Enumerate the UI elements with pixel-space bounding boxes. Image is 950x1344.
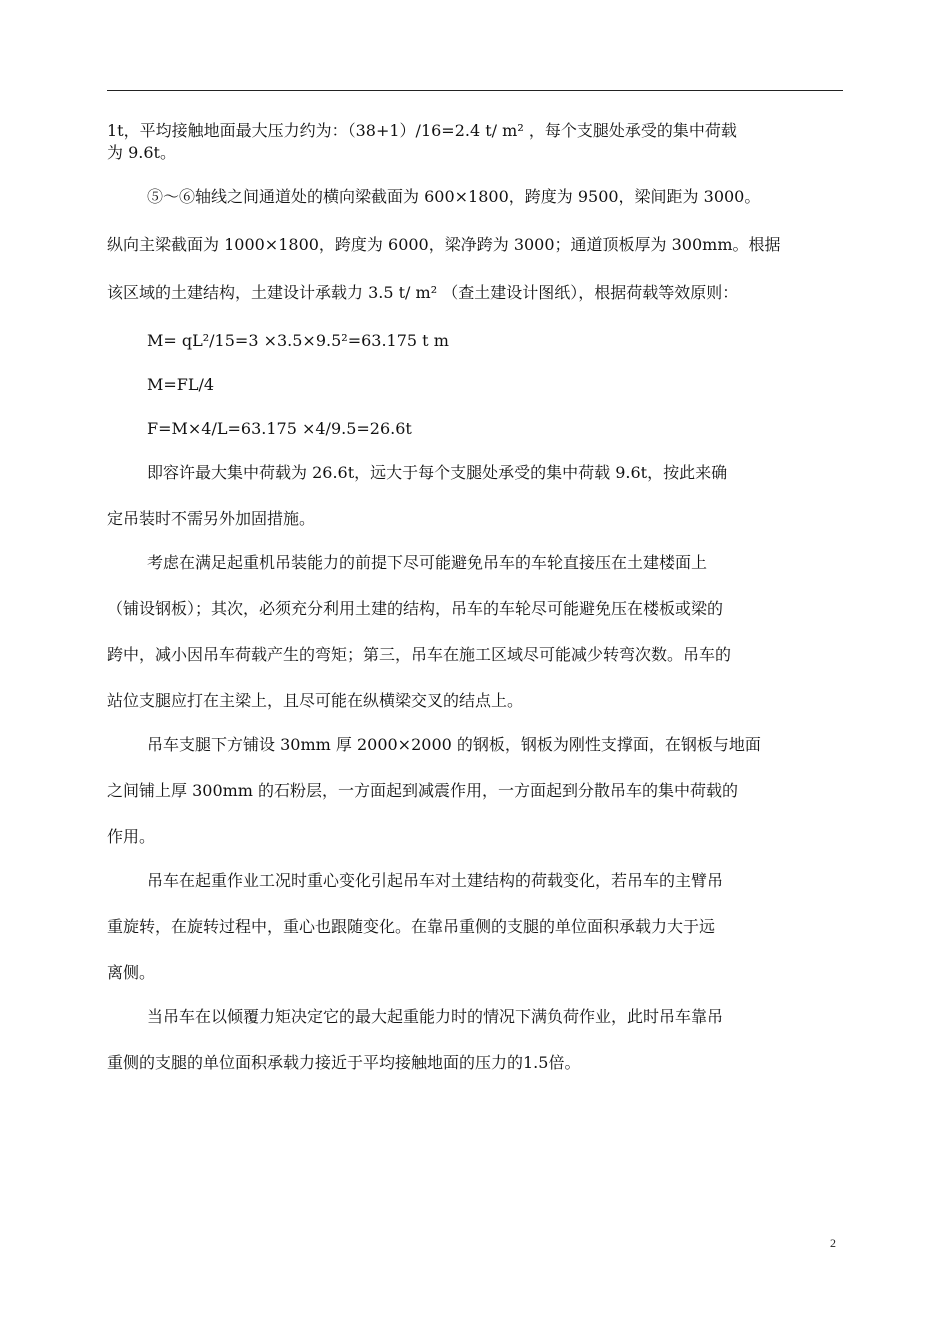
text-line: 重旋转，在旋转过程中，重心也跟随变化。在靠吊重侧的支腿的单位面积承载力大于远 (107, 917, 716, 936)
text-line: （铺设钢板）；其次，必须充分利用土建的结构，吊车的车轮尽可能避免压在楼板或梁的 (107, 599, 724, 618)
paragraph-beam-section (107, 186, 843, 304)
text-line: 站位支腿应打在主梁上，且尽可能在纵横梁交叉的结点上。 (107, 691, 524, 710)
text-line: 即容许最大集中荷载为 26.6t，远大于每个支腿处承受的集中荷载 9.6t，按此来确 (147, 463, 728, 482)
text-line: 跨中，减小因吊车荷载产生的弯矩；第三，吊车在施工区域尽可能减少转弯次数。吊车的 (107, 645, 732, 664)
text-line: 该区域的土建结构，土建设计承载力 3.5 t/ m² （查土建设计图纸），根据荷载等效原则： (107, 283, 739, 302)
text-line: 吊车支腿下方铺设 30mm 厚 2000×2000 的钢板，钢板为刚性支撑面，在钢板与地面 (147, 735, 761, 754)
text-line: 1t，平均接触地面最大压力约为：（38+1）/16=2.4 t/ m² ，每个支腿处承受的集中荷载 (107, 121, 737, 140)
paragraph-considerations (107, 552, 843, 712)
formula-force (107, 418, 843, 440)
paragraph-full-load (107, 1006, 843, 1074)
document-body (107, 120, 843, 1074)
text-line: 定吊装时不需另外加固措施。 (107, 509, 316, 528)
formula-line: M= qL²/15=3 ×3.5×9.5²=63.175 t m (147, 331, 449, 350)
formula-moment (107, 330, 843, 352)
paragraph-pressure (107, 120, 843, 164)
paragraph-center-of-gravity (107, 870, 843, 984)
text-line: 当吊车在以倾覆力矩决定它的最大起重能力时的情况下满负荷作业，此时吊车靠吊 (147, 1007, 724, 1026)
formula-fl4 (107, 374, 843, 396)
text-line: 考虑在满足起重机吊装能力的前提下尽可能避免吊车的车轮直接压在土建楼面上 (147, 553, 708, 572)
formula-line: F=M×4/L=63.175 ×4/9.5=26.6t (147, 419, 412, 438)
text-line: 重侧的支腿的单位面积承载力接近于平均接触地面的压力的1.5倍。 (107, 1053, 581, 1072)
text-line: ⑤～⑥轴线之间通道处的横向梁截面为 600×1800，跨度为 9500，梁间距为 3000。 (147, 187, 761, 206)
text-line: 纵向主梁截面为 1000×1800，跨度为 6000，梁净跨为 3000；通道顶板厚为 300mm。根据 (107, 235, 781, 254)
text-line: 为 9.6t。 (107, 143, 176, 162)
header-rule (107, 90, 843, 91)
paragraph-steel-plate (107, 734, 843, 848)
page-number: 2 (830, 1236, 836, 1250)
paragraph-allowable-load (107, 462, 843, 530)
text-line: 离侧。 (107, 963, 156, 982)
text-line: 吊车在起重作业工况时重心变化引起吊车对土建结构的荷载变化，若吊车的主臂吊 (147, 871, 724, 890)
formula-line: M=FL/4 (147, 375, 215, 394)
text-line: 作用。 (107, 827, 156, 846)
text-line: 之间铺上厚 300mm 的石粉层，一方面起到减震作用，一方面起到分散吊车的集中荷载的 (107, 781, 739, 800)
